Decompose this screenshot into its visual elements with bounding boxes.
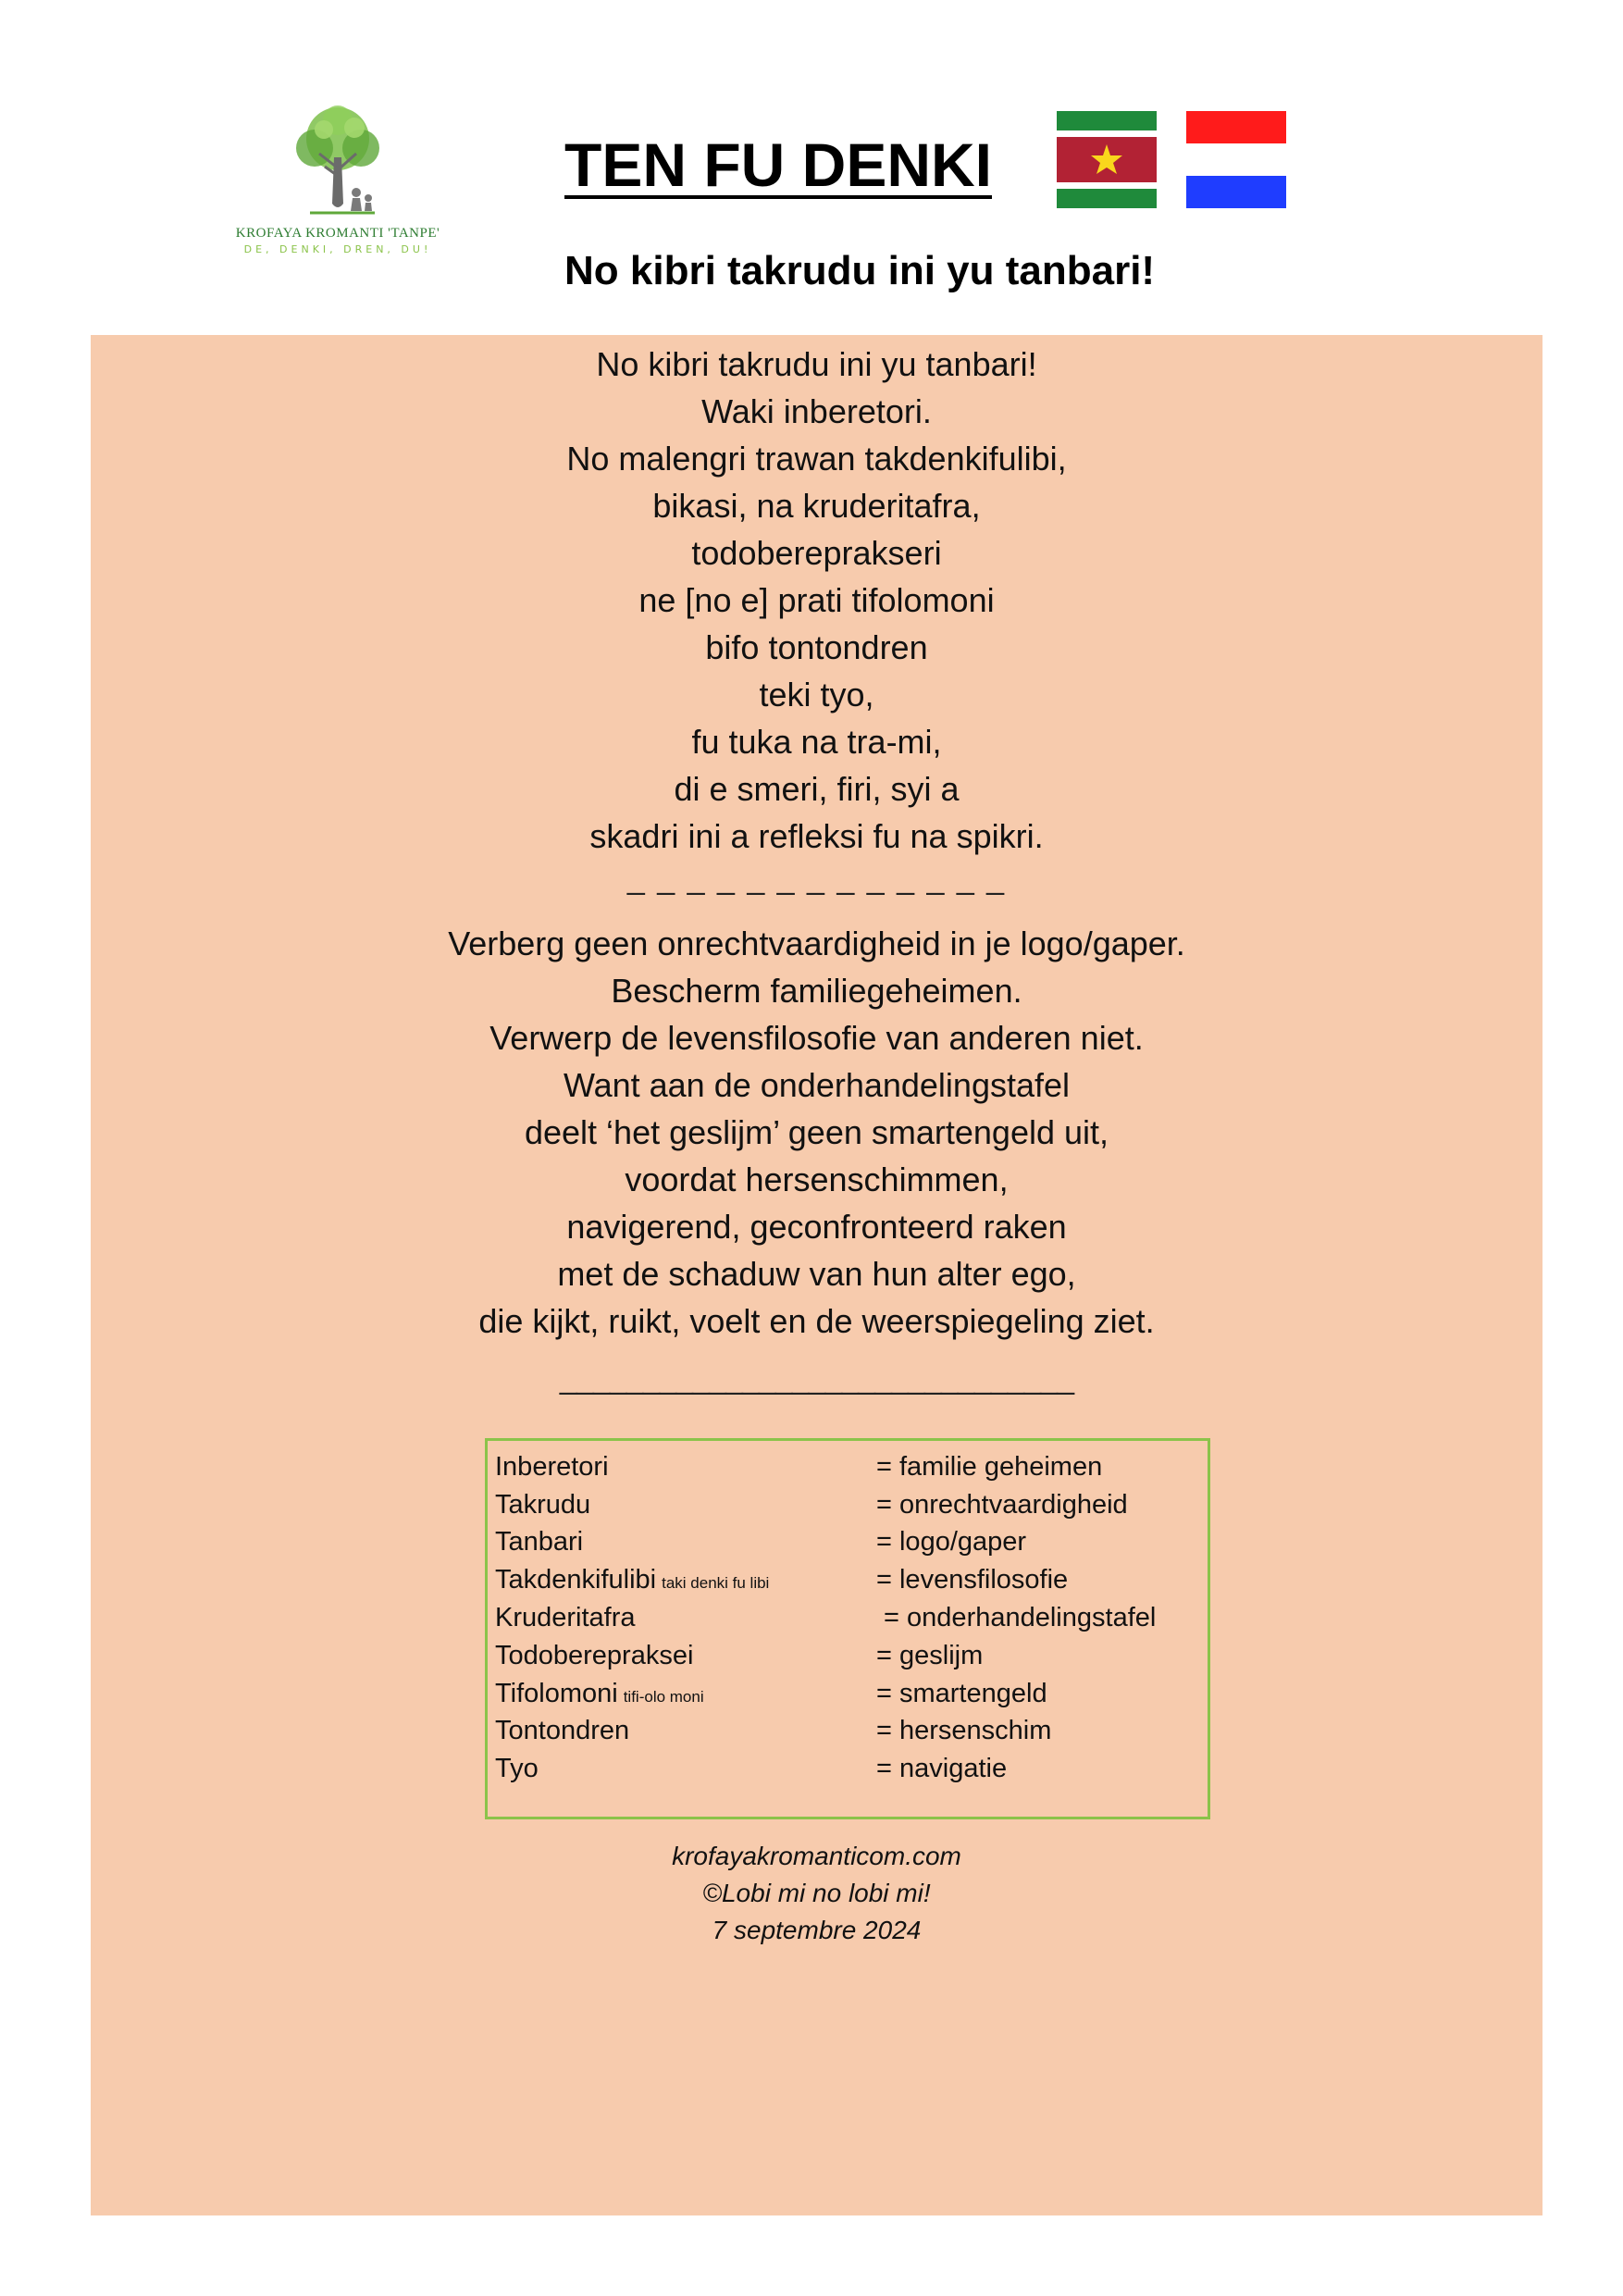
glossary-row bbox=[495, 1675, 1200, 1713]
section-divider: _ _ _ _ _ _ _ _ _ _ _ _ _ bbox=[626, 861, 1007, 896]
poem-line: bifo tontondren bbox=[705, 628, 928, 666]
glossary-note: taki denki fu libi bbox=[662, 1574, 770, 1593]
glossary-definition: = onrechtvaardigheid bbox=[876, 1489, 1128, 1520]
glossary-row bbox=[495, 1713, 1200, 1751]
glossary-row bbox=[495, 1750, 1200, 1788]
glossary-term: Inberetori bbox=[495, 1451, 609, 1482]
glossary-term: Tyo bbox=[495, 1754, 539, 1784]
glossary-box bbox=[485, 1438, 1210, 1819]
logo-name: KROFAYA KROMANTI 'TANPE' bbox=[235, 226, 440, 241]
poem-line: voordat hersenschimmen, bbox=[625, 1160, 1009, 1198]
glossary-row bbox=[495, 1599, 1200, 1637]
glossary-definition: = hersenschim bbox=[876, 1716, 1052, 1746]
poem-dutch bbox=[91, 920, 1542, 1345]
poem-line: Verberg geen onrechtvaardigheid in je logo/gaper. bbox=[448, 925, 1185, 962]
poem-line: skadri ini a refleksi fu na spikri. bbox=[589, 817, 1044, 855]
glossary-term: Tifolomoni tifi-olo moni bbox=[495, 1678, 704, 1708]
poem-line: No kibri takrudu ini yu tanbari! bbox=[596, 345, 1037, 383]
glossary-definition: = levensfilosofie bbox=[876, 1565, 1069, 1595]
poem-sranan bbox=[91, 341, 1542, 860]
glossary-note: tifi-olo moni bbox=[623, 1687, 704, 1706]
glossary-row bbox=[495, 1524, 1200, 1562]
footer bbox=[91, 1838, 1542, 1949]
poem-line: Waki inberetori. bbox=[701, 392, 932, 430]
glossary-term: Tontondren bbox=[495, 1716, 630, 1746]
poem-line: fu tuka na tra-mi, bbox=[691, 723, 942, 761]
glossary-term: Todoberepraksei bbox=[495, 1640, 694, 1670]
copyright: ©Lobi mi no lobi mi! bbox=[702, 1879, 931, 1907]
page-title: TEN FU DENKI bbox=[564, 130, 992, 199]
glossary-row bbox=[495, 1448, 1200, 1486]
glossary-row bbox=[495, 1561, 1200, 1599]
poem-line: deelt ‘het geslijm’ geen smartengeld uit, bbox=[524, 1113, 1109, 1151]
poem-line: Bescherm familiegeheimen. bbox=[611, 972, 1022, 1010]
poem-line: Verwerp de levensfilosofie van anderen niet. bbox=[489, 1019, 1144, 1057]
poem-line: met de schaduw van hun alter ego, bbox=[557, 1255, 1076, 1293]
website-link[interactable]: krofayakromanticom.com bbox=[672, 1842, 961, 1870]
poem-line: di e smeri, firi, syi a bbox=[674, 770, 960, 808]
glossary-definition: = navigatie bbox=[876, 1754, 1008, 1784]
glossary-term: Tanbari bbox=[495, 1527, 584, 1558]
poem-line: bikasi, na kruderitafra, bbox=[652, 487, 981, 525]
page-subtitle: No kibri takrudu ini yu tanbari! bbox=[564, 248, 1156, 293]
netherlands-flag-icon bbox=[1186, 111, 1286, 208]
glossary-term: Takdenkifulibi taki denki fu libi bbox=[495, 1565, 770, 1595]
glossary-row bbox=[495, 1637, 1200, 1675]
glossary-definition: = geslijm bbox=[876, 1640, 984, 1670]
poem-line: No malengri trawan takdenkifulibi, bbox=[566, 440, 1067, 478]
logo-tagline: DE, DENKI, DREN, DU! bbox=[243, 243, 432, 255]
date: 7 septembre 2024 bbox=[712, 1916, 922, 1944]
glossary-definition: = logo/gaper bbox=[876, 1527, 1027, 1558]
poem-line: die kijkt, ruikt, voelt en de weerspiegeling ziet. bbox=[478, 1302, 1155, 1340]
content-panel bbox=[91, 335, 1542, 2215]
logo bbox=[231, 102, 444, 273]
poem-line: Want aan de onderhandelingstafel bbox=[563, 1066, 1071, 1104]
glossary-row bbox=[495, 1486, 1200, 1524]
suriname-flag-icon bbox=[1057, 111, 1157, 208]
glossary-term: Takrudu bbox=[495, 1489, 591, 1520]
glossary-definition: = familie geheimen bbox=[876, 1451, 1103, 1482]
glossary-term: Kruderitafra bbox=[495, 1603, 636, 1633]
poem-line: teki tyo, bbox=[759, 676, 874, 714]
poem-line: todobereprakseri bbox=[691, 534, 942, 572]
section-divider: _______________________________ bbox=[559, 1360, 1074, 1396]
poem-line: ne [no e] prati tifolomoni bbox=[638, 581, 995, 619]
tree-logo-icon bbox=[282, 102, 393, 222]
poem-line: navigerend, geconfronteerd raken bbox=[566, 1208, 1067, 1246]
glossary-definition: = onderhandelingstafel bbox=[876, 1603, 1157, 1633]
glossary-definition: = smartengeld bbox=[876, 1678, 1047, 1708]
